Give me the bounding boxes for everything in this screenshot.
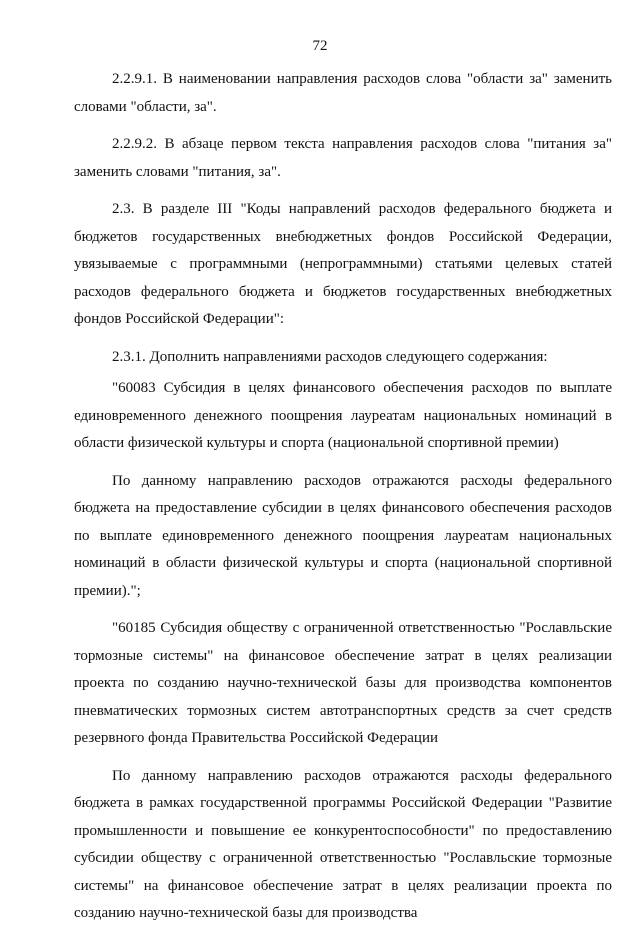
paragraph-2-2-9-1: 2.2.9.1. В наименовании направления расходов слова "области за" заменить словами "области, за".	[74, 71, 612, 115]
paragraph-60185-title: "60185 Субсидия обществу с ограниченной ответственностью "Рославльские тормозные системы" на финансовое обеспечение затрат в целях реализации проекта по созданию научно-технической базы для производства компонентов пневматических тормозных систем автотранспортных средств за счет средств резервного фонда Правительства Российской Федерации	[74, 620, 612, 746]
paragraph-2-3-1: 2.3.1. Дополнить направлениями расходов следующего содержания:	[112, 348, 548, 365]
paragraph-60083-description: По данному направлению расходов отражаются расходы федерального бюджета на предоставление субсидии в целях финансового обеспечения расходов по выплате единовременного денежного поощрения лауреатам национальных номинаций в области физической культуры и спорта (национальной спортивной премии).";	[74, 472, 612, 599]
paragraph-2-3: 2.3. В разделе III "Коды направлений расходов федерального бюджета и бюджетов государственных внебюджетных фондов Российской Федерации, увязываемые с программными (непрограммными) статьями целевых статей расходов федерального бюджета и бюджетов государственных внебюджетных фондов Российской Федерации":	[74, 201, 612, 327]
paragraph-60083-title: "60083 Субсидия в целях финансового обеспечения расходов по выплате единовременного денежного поощрения лауреатам национальных номинаций в области физической культуры и спорта (национальной спортивной премии)	[74, 380, 612, 451]
paragraph-2-2-9-2: 2.2.9.2. В абзаце первом текста направления расходов слова "питания за" заменить словами "питания, за".	[74, 136, 612, 180]
paragraph-60185-description: По данному направлению расходов отражаются расходы федерального бюджета в рамках государственной программы Российской Федерации "Развитие промышленности и повышение ее конкурентоспособности" по предоставлению субсидии обществу с ограниченной ответственностью "Рославльские тормозные системы" на финансовое обеспечение затрат в целях реализации проекта по созданию научно-технической базы для производства	[74, 767, 612, 921]
document-body	[74, 66, 612, 938]
page-number: 72	[312, 38, 328, 54]
